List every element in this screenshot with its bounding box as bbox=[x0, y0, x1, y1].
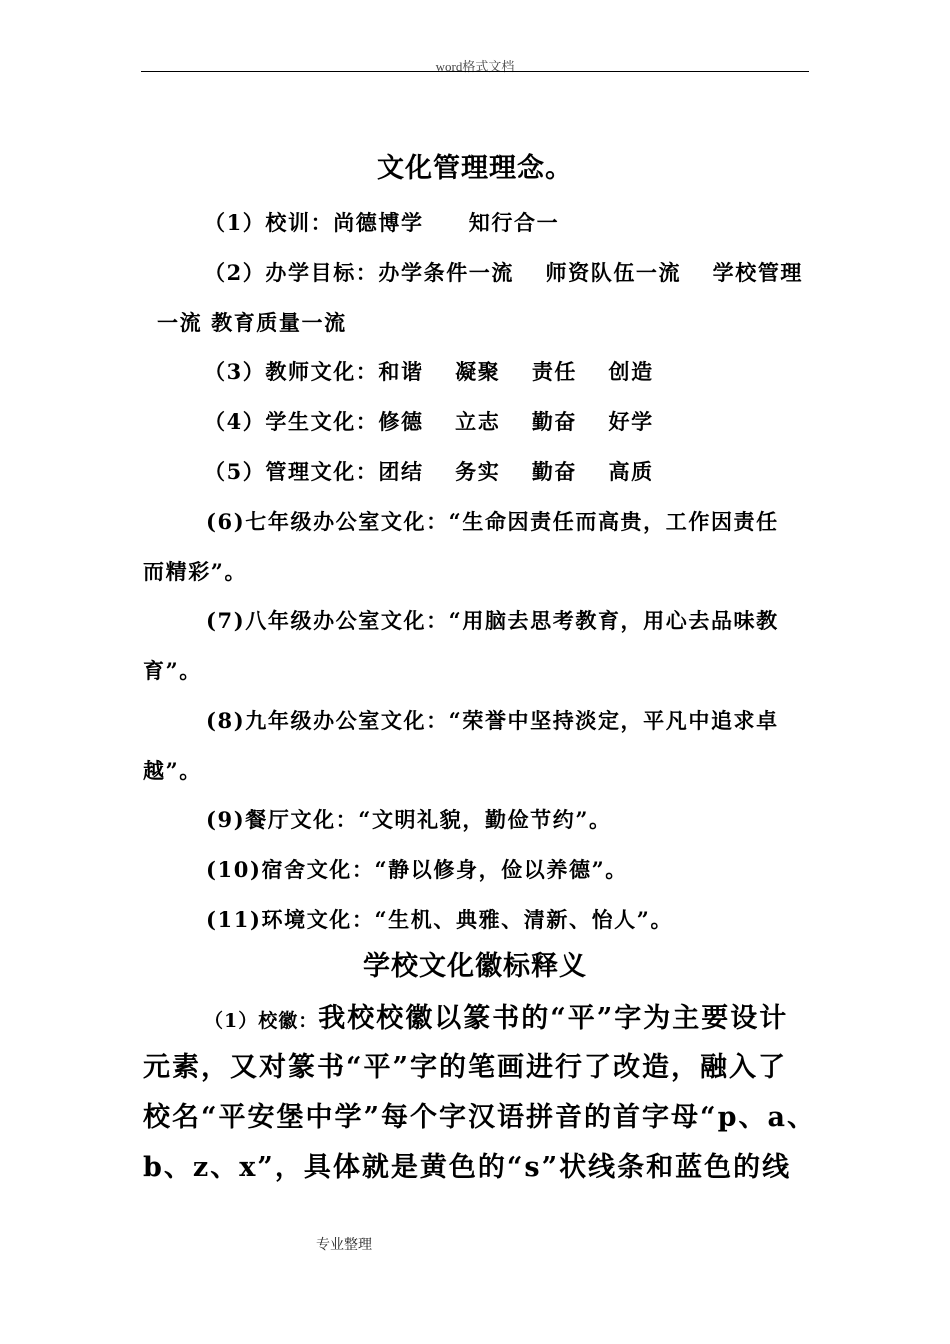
page-footer: 专业整理 bbox=[316, 1237, 372, 1253]
item-line: (11)环境文化：“生机、典雅、清新、怡人”。 bbox=[206, 907, 674, 932]
emblem-paragraph-line: b、z、x”，具体就是黄色的“s”状线条和蓝色的线 bbox=[143, 1152, 792, 1183]
item-line: (8)九年级办公室文化：“荣誉中坚持淡定，平凡中追求卓 bbox=[206, 708, 779, 733]
emblem-paragraph-line: 元素，又对篆书“平”字的笔画进行了改造，融入了 bbox=[143, 1052, 788, 1083]
emblem-text: 我校校徽以篆书的“平”字为主要设计 bbox=[318, 1003, 789, 1034]
item-line: (6)七年级办公室文化：“生命因责任而高贵，工作因责任 bbox=[206, 509, 779, 534]
item-line: （5）管理文化：团结 务实 勤奋 高质 bbox=[204, 459, 654, 484]
item-line: 一流 教育质量一流 bbox=[157, 310, 347, 335]
section-title: 学校文化徽标释义 bbox=[363, 951, 587, 982]
emblem-paragraph-line bbox=[204, 996, 788, 1035]
item-line: (10)宿舍文化：“静以修身，俭以养德”。 bbox=[206, 857, 628, 882]
item-line: （3）教师文化：和谐 凝聚 责任 创造 bbox=[204, 359, 654, 384]
emblem-lead: （1）校徽： bbox=[204, 1010, 319, 1032]
item-line: （1）校训：尚德博学 知行合一 bbox=[204, 210, 560, 235]
item-line: (9)餐厅文化：“文明礼貌，勤俭节约”。 bbox=[206, 807, 612, 832]
item-line: （4）学生文化：修德 立志 勤奋 好学 bbox=[204, 409, 654, 434]
item-line: 越”。 bbox=[143, 758, 202, 783]
item-line: （2）办学目标：办学条件一流 师资队伍一流 学校管理 bbox=[204, 260, 804, 285]
item-line: 育”。 bbox=[143, 658, 202, 683]
item-line: (7)八年级办公室文化：“用脑去思考教育，用心去品味教 bbox=[206, 608, 779, 633]
item-line: 而精彩”。 bbox=[143, 559, 248, 584]
header-rule bbox=[141, 71, 809, 72]
page-header: word格式文档 bbox=[435, 59, 515, 74]
emblem-paragraph-line: 校名“平安堡中学”每个字汉语拼音的首字母“p、a、 bbox=[143, 1102, 816, 1133]
document-title: 文化管理理念。 bbox=[377, 153, 573, 184]
